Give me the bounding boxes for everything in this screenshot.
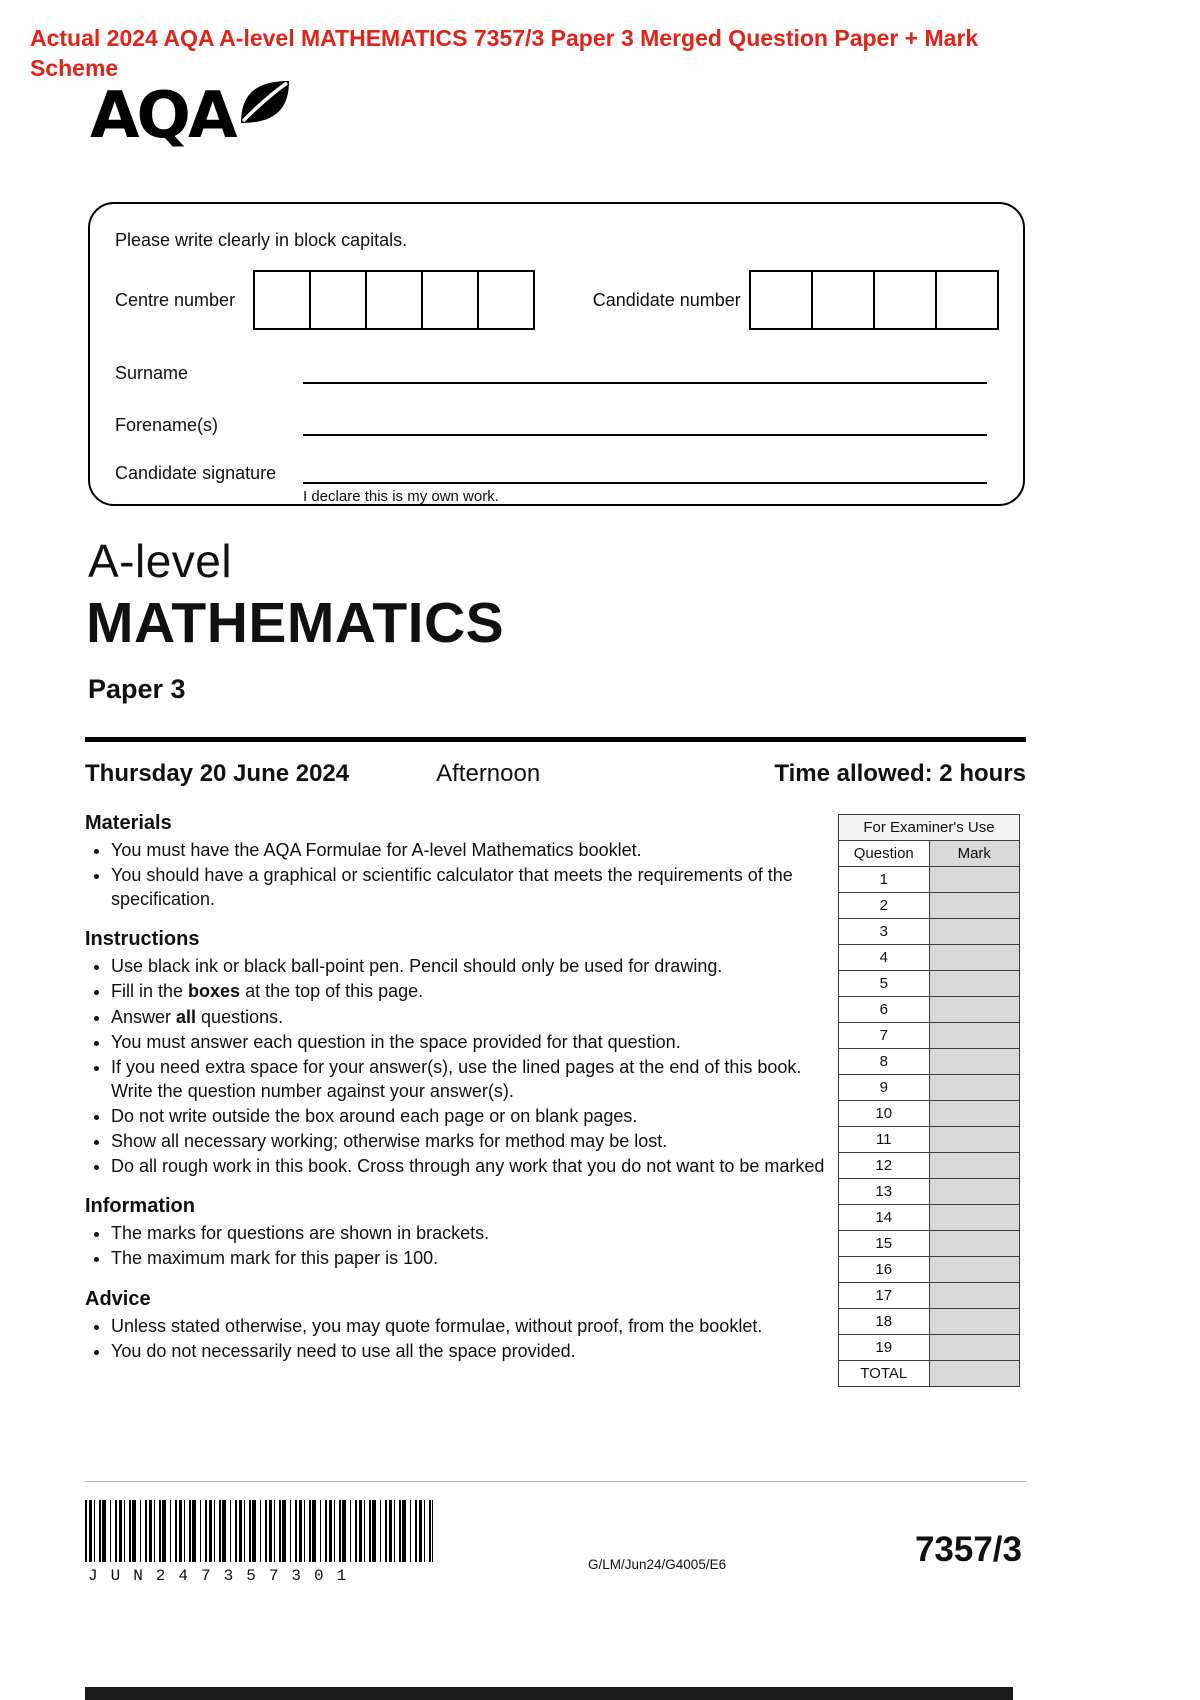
question-number-cell: 4 [839,945,930,971]
mark-cell [929,1127,1020,1153]
section-heading: Advice [85,1287,151,1310]
mark-cell [929,1179,1020,1205]
forenames-write-line [303,404,987,436]
main-content [85,806,1026,1382]
question-number-cell: 6 [839,997,930,1023]
total-label: TOTAL [839,1361,930,1387]
paper-number: Paper 3 [88,674,186,704]
candidate-number-cell [811,270,875,330]
examiner-row [839,1075,1020,1101]
examiner-row [839,1023,1020,1049]
forenames-row [115,394,987,436]
question-number-cell: 13 [839,1179,930,1205]
bullet-item: • The maximum mark for this paper is 100. [111,1246,825,1270]
surname-label: Surname [115,363,189,383]
mark-cell [929,1205,1020,1231]
question-number-cell: 8 [839,1049,930,1075]
bullet-item: • Unless stated otherwise, you may quote formulae, without proof, from the booklet. [111,1314,825,1338]
section-bullet-list [85,838,825,911]
examiner-row [839,1257,1020,1283]
bullet-item: • You do not necessarily need to use all the space provided. [111,1339,825,1363]
examiner-row [839,919,1020,945]
examiner-row [839,1205,1020,1231]
bullet-item: • Fill in the boxes at the top of this page. [111,979,825,1003]
candidate-number-boxes [749,270,999,330]
instruction-sections [85,812,825,1363]
examiner-row [839,1049,1020,1075]
surname-row [115,342,987,384]
section-bullet-list [85,954,825,1178]
aqa-leaf-icon [238,78,292,126]
bullet-item: • You should have a graphical or scientific calculator that meets the requirements of the specification. [111,863,825,911]
bullet-item: • You must answer each question in the space provided for that question. [111,1030,825,1054]
total-mark-cell [929,1361,1020,1387]
bullet-item: • Use black ink or black ball-point pen. Pencil should only be used for drawing. [111,954,825,978]
subject-title: MATHEMATICS [86,591,505,655]
examiner-table-title-row [839,815,1020,841]
aqa-logo-text: AQA [90,79,235,153]
question-number-cell: 19 [839,1335,930,1361]
mark-cell [929,1283,1020,1309]
mark-cell [929,1023,1020,1049]
mark-cell [929,893,1020,919]
question-column-header: Question [839,841,930,867]
mark-cell [929,867,1020,893]
candidate-number-cell [873,270,937,330]
examiner-row [839,945,1020,971]
exam-session-row [85,760,1026,788]
bullet-item: • Do not write outside the box around each page or on blank pages. [111,1104,825,1128]
centre-number-cell [477,270,535,330]
examiner-table-header-row [839,841,1020,867]
mark-cell [929,1075,1020,1101]
bullet-item: • Answer all questions. [111,1005,825,1029]
qualification-level: A-level [88,535,233,587]
candidate-details-box [88,202,1025,506]
page-edge-strip [85,1687,1013,1700]
centre-number-cell [309,270,367,330]
banner-title: Actual 2024 AQA A-level MATHEMATICS 7357/3 Paper 3 Merged Question Paper + Mark Scheme [30,25,979,81]
question-number-cell: 16 [839,1257,930,1283]
barcode [85,1500,433,1562]
mark-cell [929,1335,1020,1361]
mark-cell [929,1049,1020,1075]
section-heading: Materials [85,812,172,834]
signature-label: Candidate signature [115,463,277,483]
number-boxes-row [115,270,999,330]
centre-number-cell [421,270,479,330]
question-number-cell: 14 [839,1205,930,1231]
mark-cell [929,1231,1020,1257]
examiner-row [839,1283,1020,1309]
time-allowed: Time allowed: 2 hours [774,760,1026,787]
question-number-cell: 2 [839,893,930,919]
examiner-row [839,1127,1020,1153]
examiner-row [839,997,1020,1023]
examiner-row [839,867,1020,893]
declaration-text: I declare this is my own work. [303,488,499,505]
question-number-cell: 5 [839,971,930,997]
candidate-number-label: Candidate number [592,289,741,310]
examiner-table-title: For Examiner's Use [839,815,1020,841]
bullet-item: • If you need extra space for your answer(s), use the lined pages at the end of this book. Write the question number against your answer(s). [111,1055,825,1103]
bullet-item: • You must have the AQA Formulae for A-level Mathematics booklet. [111,838,825,862]
mark-cell [929,1101,1020,1127]
bullet-item: • Do all rough work in this book. Cross through any work that you do not want to be marked [111,1154,825,1178]
examiner-use-box [838,814,1020,1387]
document-code: G/LM/Jun24/G4005/E6 [588,1557,727,1572]
aqa-logo [90,79,292,153]
block-capitals-instruction: Please write clearly in block capitals. [115,230,408,250]
section-bullet-list [85,1221,825,1270]
barcode-text: JUN247357301 [88,1567,360,1585]
examiner-row [839,1309,1020,1335]
question-number-cell: 1 [839,867,930,893]
section-heading: Instructions [85,928,200,951]
mark-cell [929,971,1020,997]
candidate-number-cell [935,270,999,330]
centre-number-label: Centre number [115,289,236,310]
question-number-cell: 7 [839,1023,930,1049]
question-number-cell: 3 [839,919,930,945]
question-number-cell: 18 [839,1309,930,1335]
bullet-item: • Show all necessary working; otherwise marks for method may be lost. [111,1129,825,1153]
exam-date: Thursday 20 June 2024 [85,760,350,787]
signature-row [115,442,987,484]
question-number-cell: 11 [839,1127,930,1153]
question-number-cell: 10 [839,1101,930,1127]
mark-cell [929,945,1020,971]
mark-cell [929,1257,1020,1283]
examiner-table [838,814,1020,1387]
mark-cell [929,919,1020,945]
question-number-cell: 9 [839,1075,930,1101]
question-number-cell: 12 [839,1153,930,1179]
examiner-row [839,1231,1020,1257]
title-divider-rule [85,737,1026,742]
question-number-cell: 15 [839,1231,930,1257]
exam-session: Afternoon [436,760,541,787]
bullet-item: • The marks for questions are shown in brackets. [111,1221,825,1245]
question-number-cell: 17 [839,1283,930,1309]
examiner-row [839,1335,1020,1361]
forenames-label: Forename(s) [115,415,219,435]
signature-write-line [303,452,987,484]
mark-cell [929,1153,1020,1179]
examiner-row [839,1101,1020,1127]
centre-number-cell [365,270,423,330]
examiner-row [839,1153,1020,1179]
centre-number-boxes [253,270,535,330]
mark-column-header: Mark [929,841,1020,867]
surname-write-line [303,352,987,384]
paper-reference: 7357/3 [914,1530,1022,1569]
examiner-row [839,971,1020,997]
section-bullet-list [85,1314,825,1363]
centre-number-cell [253,270,311,330]
examiner-row [839,893,1020,919]
mark-cell [929,997,1020,1023]
footer-divider-rule [85,1481,1026,1482]
candidate-number-cell [749,270,813,330]
examiner-row [839,1179,1020,1205]
mark-cell [929,1309,1020,1335]
section-heading: Information [85,1195,195,1218]
examiner-total-row [839,1361,1020,1387]
